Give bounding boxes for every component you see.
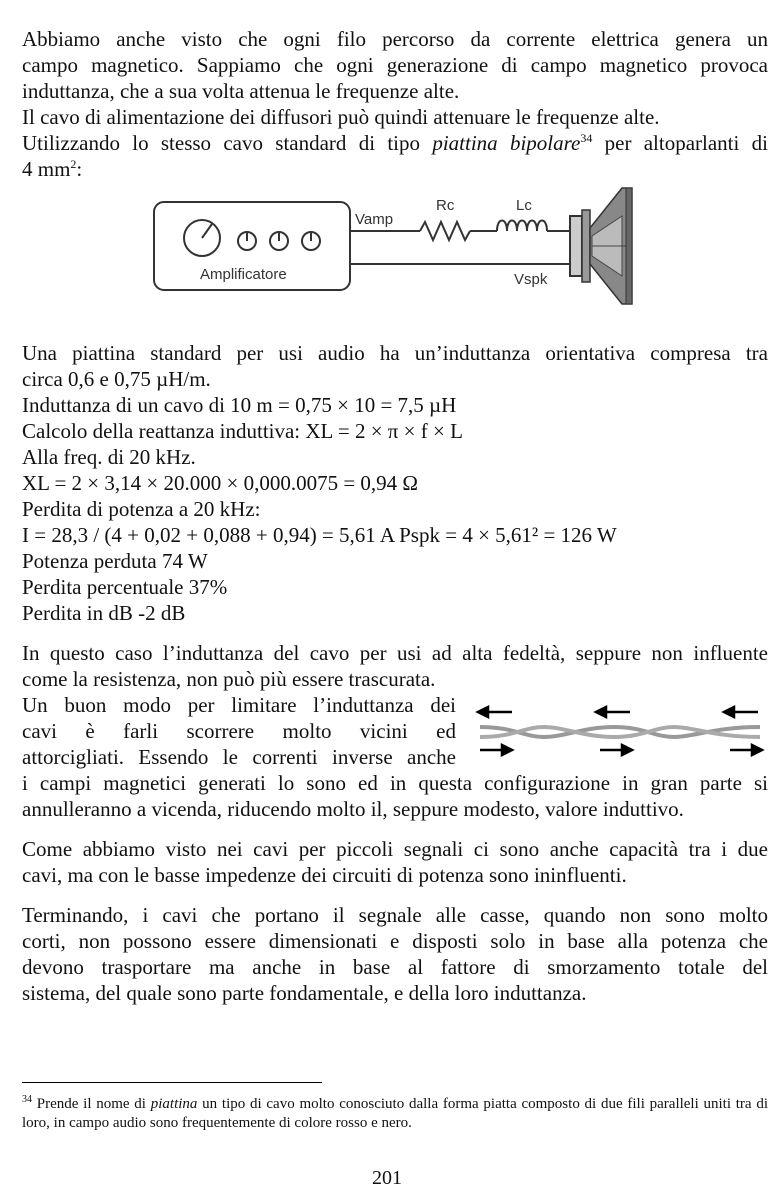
footnote: $^{34}$ Prende il nome di piattina un tipo di cavo molto conosciuto dalla forma piatta composto di due fili paralleli uniti tra di loro, in campo audio sono frequentemente di colore rosso e nero. [22,1094,769,1131]
italic-term: piattina bipolare [432,131,581,155]
text-line: Utilizzando lo stesso cavo standard di tipo piattina bipolare$^{34}$ per altoparlanti di [22,131,768,155]
page-number: 201 [372,1167,402,1189]
text-line: campo magnetico. Sappiamo che ogni generazione di campo magnetico provoca [22,53,768,77]
twisted-pair-figure [474,702,766,758]
text-line: Induttanza di un cavo di 10 m = 0,75 × 10 = 7,5 µH [22,393,457,417]
twisted-cable-section [22,692,768,770]
text-line: I = 28,3 / (4 + 0,02 + 0,088 + 0,94) = 5,61 A Pspk = 4 × 5,61² = 126 W [22,523,617,547]
text-line: i campi magnetici generati lo sono ed in questa configurazione in gran parte si [22,771,768,795]
text-line: Perdita percentuale 37% [22,575,228,599]
text-line: cavi è farli scorrere molto vicini ed [22,719,456,743]
text-line: Un buon modo per limitare l’induttanza dei [22,693,456,717]
speaker-icon [570,188,632,304]
text-line: sistema, del quale sono parte fondamentale, e della loro induttanza. [22,981,587,1005]
rc-label: Rc [436,197,455,214]
text-line: Perdita di potenza a 20 kHz: [22,497,261,521]
text-line: XL = 2 × 3,14 × 20.000 × 0,000.0075 = 0,94 Ω [22,471,419,495]
text-line: annulleranno a vicenda, riducendo molto il, seppure modesto, valore induttivo. [22,797,684,821]
text-line: Potenza perduta 74 W [22,549,208,573]
text-line: corti, non possono essere dimensionati e disposti solo in base alla potenza che [22,929,768,953]
page-body [22,26,768,1006]
footnote-divider [22,1082,322,1083]
text-line: Alla freq. di 20 kHz. [22,445,196,469]
inductor-icon [497,221,547,232]
text-line: 4 $mm^2$: [22,157,83,181]
text-line: attorcigliati. Essendo le correnti inverse anche [22,745,456,769]
vamp-label: Vamp [355,211,394,228]
arrow-right-icon [480,745,762,755]
text-line: Perdita in dB -2 dB [22,601,186,625]
footnote-number: 34 [22,1094,32,1105]
amplifier-label: Amplificatore [200,266,287,283]
text-line: induttanza, che a sua volta attenua le frequenze alte. [22,79,460,103]
footnote-ref[interactable]: 34 [580,131,593,145]
text-line: Terminando, i cavi che portano il segnale alle casse, quando non sono molto [22,903,768,927]
text-line: circa 0,6 e 0,75 µH/m. [22,367,211,391]
text-line: Calcolo della reattanza induttiva: XL = 2 × π × f × L [22,419,463,443]
text-line: Abbiamo anche visto che ogni filo percorso da corrente elettrica genera un [22,27,768,51]
text-line: In questo caso l’induttanza del cavo per usi ad alta fedeltà, seppure non influente [22,641,768,665]
arrow-left-icon [478,707,758,717]
circuit-diagram [22,184,768,334]
text-line: come la resistenza, non può più essere trascurata. [22,667,436,691]
text-line: Una piattina standard per usi audio ha un’induttanza orientativa compresa tra [22,341,768,365]
text-line: cavi, ma con le basse impedenze dei circuiti di potenza sono ininfluenti. [22,863,627,887]
vspk-label: Vspk [514,271,548,288]
text-line: Il cavo di alimentazione dei diffusori può quindi attenuare le frequenze alte. [22,105,660,129]
text-line: devono trasportare ma anche in base al fattore di smorzamento totale del [22,955,768,979]
lc-label: Lc [516,197,532,214]
circuit-svg [152,186,642,331]
text-line: Come abbiamo visto nei cavi per piccoli segnali ci sono anche capacità tra i due [22,837,768,861]
resistor-icon [420,222,470,240]
